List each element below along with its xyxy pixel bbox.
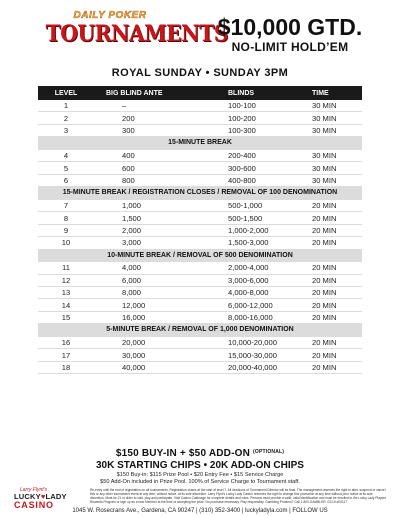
table-row [38,112,362,124]
level-cell: 8 [63,213,69,223]
table-row [38,299,362,311]
blinds-cell: 1,500-3,000 [228,238,269,248]
big-blind-ante-cell: 600 [122,163,135,173]
big-blind-ante-cell: 6,000 [122,275,142,285]
time-cell: 30 MIN [312,101,337,111]
logo-main-text: TOURNAMENTS [45,21,228,47]
logo-top-text: DAILY POKER [73,10,147,21]
level-cell: 17 [61,350,71,360]
table-row [38,237,362,249]
big-blind-ante-cell: 4,000 [122,263,142,273]
level-cell: 10 [61,238,71,248]
time-cell: 20 MIN [312,275,337,285]
table-row [38,349,362,361]
level-cell: 12 [61,275,71,285]
level-cell: 4 [63,151,69,161]
big-blind-ante-cell: 8,000 [122,288,142,298]
time-cell: 20 MIN [312,213,337,223]
table-row [38,150,362,162]
big-blind-ante-cell: 400 [122,151,135,161]
break-row: 10-MINUTE BREAK / REMOVAL OF 500 DENOMINATION [38,250,362,263]
level-cell: 11 [62,263,70,273]
time-cell: 20 MIN [312,263,337,273]
blind-structure-table [38,86,362,374]
column-header-level: LEVEL [54,89,78,97]
fee-breakdown: $150 Buy-in: $115 Prize Pool • $20 Entry Fee • $15 Service Charge [116,472,284,478]
blinds-cell: 500-1,000 [228,201,263,211]
time-cell: 30 MIN [312,113,337,123]
column-header-blinds: BLINDS [228,89,255,97]
table-row [38,337,362,349]
level-cell: 1 [63,101,69,111]
blinds-cell: 10,000-20,000 [228,338,277,348]
table-row [38,212,362,224]
logo-lucky: LUCKY [14,492,41,501]
big-blind-ante-cell: 1,000 [122,201,142,211]
break-row: 15-MINUTE BREAK [38,137,362,150]
big-blind-ante-cell: 20,000 [122,338,146,348]
table-row [38,125,362,137]
heart-icon: ♥ [40,492,46,501]
daily-poker-tournaments-logo [40,10,228,56]
level-cell: 5 [63,163,69,173]
blinds-cell: 2,000-4,000 [228,263,269,273]
level-cell: 2 [63,113,69,123]
break-row: 15-MINUTE BREAK / REGISTRATION CLOSES / REMOVAL OF 100 DENOMINATION [38,187,362,200]
event-title: ROYAL SUNDAY • SUNDAY 3PM [111,67,289,79]
game-type: NO-LIMIT HOLD’EM [231,40,349,54]
big-blind-ante-cell: – [122,101,127,111]
optional-label: (OPTIONAL) [253,449,285,455]
level-cell: 18 [61,363,71,373]
fine-print: Re-entry until the end of registration on all tournaments. Registration closes at the start of level 7. All decisions of Tournament Director will be final. The management reserves the right to alter, suspend or cancel this or any other tournament event at any time, without notice, at its sole discretion. Larry Flynt’s Lucky Lady Casino reserves the right to change this promotion at any time without prior notice at its sole discretion. Must be 21 or older to visit, play and participate. Visit Casino Cashcage for complete details and rules. Persons must provide a valid, valid identification and must be enrolled in the Lucky Lady Players Rewards Program or sign up as a new Member at the time of accepting the prize. No purchase necessary. Play responsibly. Gambling Problem? Call 1-800-GAMBLER. GC19-#00117 [90,488,387,504]
table-row [38,362,362,374]
big-blind-ante-cell: 12,000 [122,300,146,310]
blinds-cell: 20,000-40,000 [228,363,277,373]
table-row [38,225,362,237]
blinds-cell: 400-800 [228,175,256,185]
table-row [38,312,362,324]
time-cell: 30 MIN [312,175,337,185]
break-row: 5-MINUTE BREAK / REMOVAL OF 1,000 DENOMINATION [38,324,362,337]
big-blind-ante-cell: 40,000 [122,363,146,373]
logo-casino-text: CASINO [14,500,54,510]
address-line: 1045 W. Rosecrans Ave., Gardena, CA 90247 | (310) 352-3400 | luckyladyla.com | FOLLOW US [72,508,328,514]
logo-lady: LADY [45,492,67,501]
big-blind-ante-cell: 2,000 [122,225,142,235]
table-body [38,100,362,374]
buy-in-text [0,448,400,459]
blinds-cell: 500-1,500 [228,213,263,223]
blinds-cell: 8,000-16,000 [228,313,273,323]
big-blind-ante-cell: 1,500 [122,213,142,223]
time-cell: 30 MIN [312,125,337,135]
time-cell: 20 MIN [312,350,337,360]
level-cell: 9 [63,225,69,235]
big-blind-ante-cell: 3,000 [122,238,142,248]
big-blind-ante-cell: 800 [122,175,135,185]
level-cell: 3 [63,125,69,135]
time-cell: 30 MIN [312,151,337,161]
blinds-cell: 1,000-2,000 [228,225,269,235]
column-header-big-blind-ante: BIG BLIND ANTE [106,89,163,97]
blinds-cell: 300-600 [228,163,256,173]
level-cell: 7 [63,201,69,211]
lucky-lady-casino-logo [14,488,86,508]
big-blind-ante-cell: 200 [122,113,135,123]
footer [0,488,400,516]
level-cell: 14 [61,300,71,310]
chips-text: 30K STARTING CHIPS • 20K ADD-ON CHIPS [96,460,304,471]
time-cell: 20 MIN [312,201,337,211]
big-blind-ante-cell: 30,000 [122,350,146,360]
level-cell: 15 [61,313,71,323]
table-row [38,200,362,212]
big-blind-ante-cell: 16,000 [122,313,146,323]
table-row [38,162,362,174]
blinds-cell: 15,000-30,000 [228,350,277,360]
table-row [38,287,362,299]
time-cell: 20 MIN [312,363,337,373]
level-cell: 13 [61,288,71,298]
blinds-cell: 200-400 [228,151,256,161]
time-cell: 20 MIN [312,313,337,323]
level-cell: 6 [63,175,69,185]
table-row [38,175,362,187]
time-cell: 20 MIN [312,238,337,248]
header [0,0,400,79]
time-cell: 20 MIN [312,288,337,298]
blinds-cell: 4,000-8,000 [228,288,269,298]
blinds-cell: 100-100 [228,101,256,111]
guarantee-amount: $10,000 GTD. [217,14,363,40]
column-header-time: TIME [312,89,329,97]
table-row [38,275,362,287]
table-row [38,262,362,274]
blinds-cell: 100-200 [228,113,256,123]
time-cell: 20 MIN [312,300,337,310]
logo-owner-text: Larry Flynt’s [20,487,48,493]
time-cell: 30 MIN [312,163,337,173]
blinds-cell: 6,000-12,000 [228,300,273,310]
blinds-cell: 3,000-6,000 [228,275,269,285]
time-cell: 20 MIN [312,338,337,348]
add-on-note: $50 Add-On included in Prize Pool. 100% of Service Charge to Tournament staff. [100,479,300,485]
blinds-cell: 100-300 [228,125,256,135]
big-blind-ante-cell: 300 [122,125,135,135]
buy-in-amount: $150 BUY-IN + $50 ADD-ON [115,448,251,459]
table-row [38,100,362,112]
level-cell: 16 [61,338,71,348]
table-header [38,86,362,100]
time-cell: 20 MIN [312,225,337,235]
